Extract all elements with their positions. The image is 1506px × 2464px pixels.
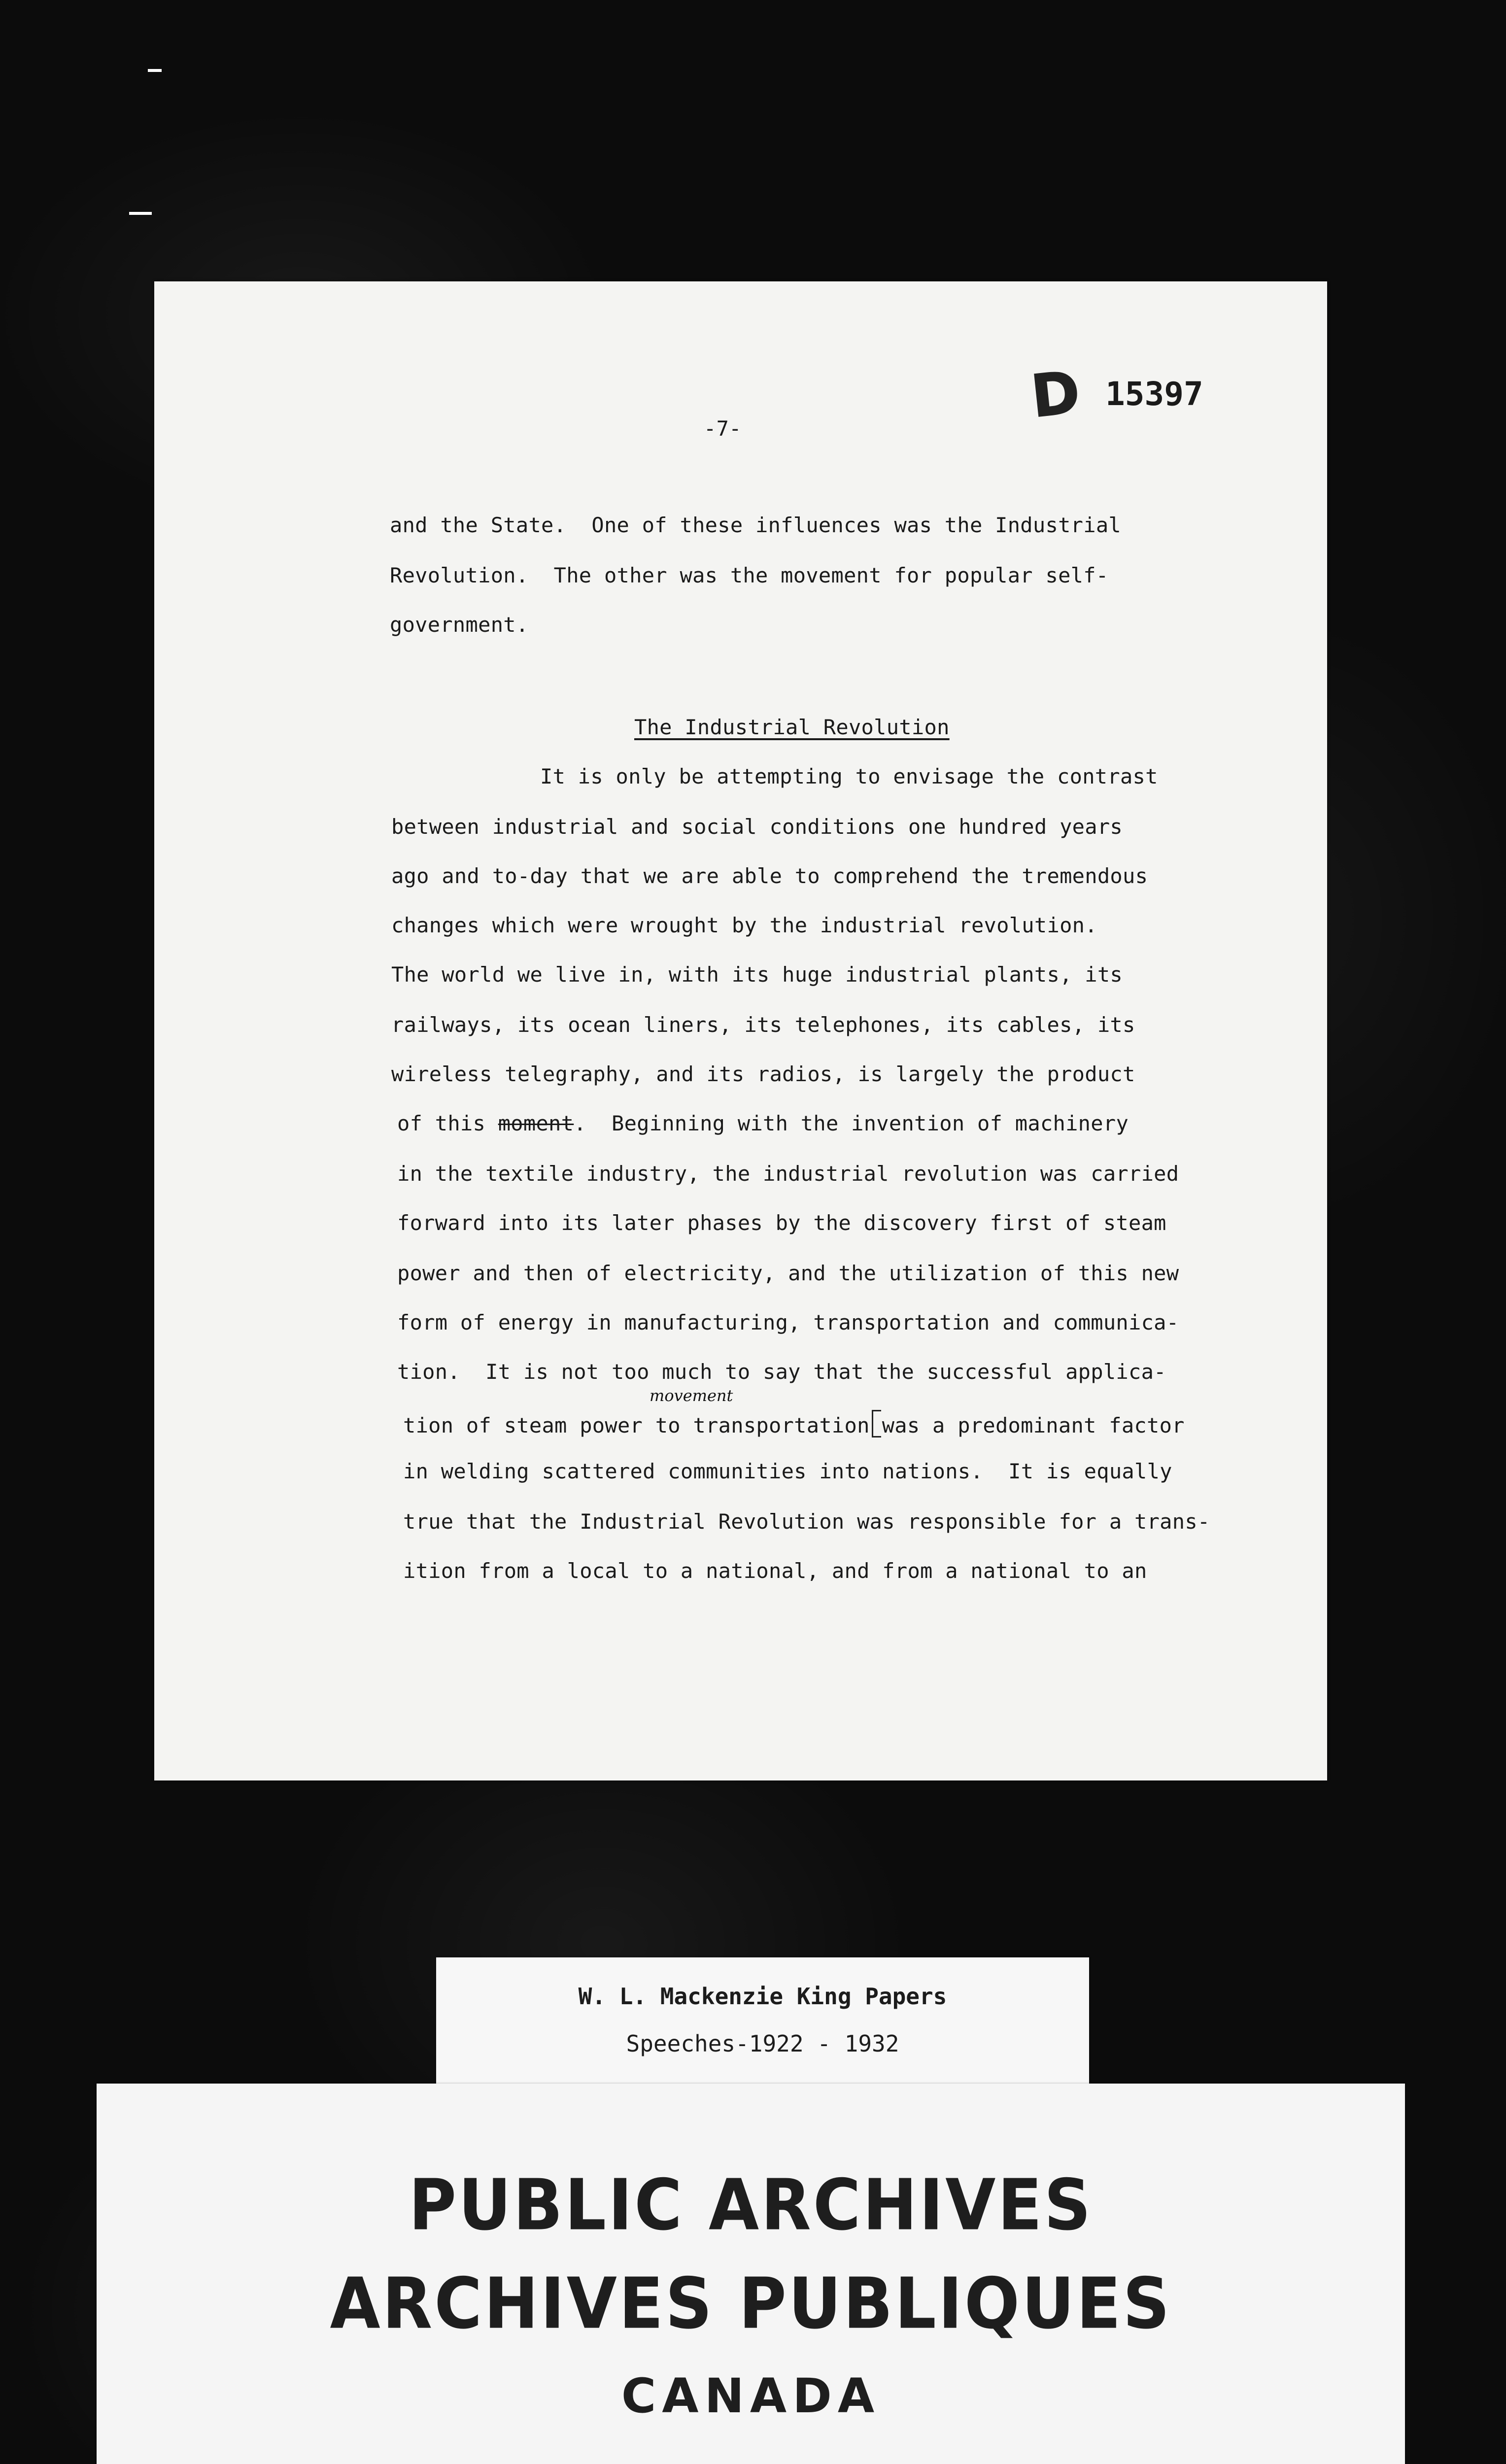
page-number: -7- [704, 416, 742, 441]
intro-line: government. [390, 613, 529, 637]
archives-name-english: PUBLIC ARCHIVES [409, 2164, 1093, 2247]
body-line: ago and to-day that we are able to comprehend the tremendous [391, 864, 1148, 888]
section-heading: The Industrial Revolution [634, 715, 950, 739]
body-line: tion. It is not too much to say that the successful applica- [397, 1360, 1166, 1384]
insertion-bracket-mark [872, 1410, 881, 1437]
document-id-number: 15397 [1105, 375, 1203, 413]
intro-line: Revolution. The other was the movement for popular self- [390, 563, 1109, 587]
body-line: between industrial and social conditions one hundred years [391, 815, 1123, 839]
struck-word: moment [498, 1111, 574, 1135]
intro-line: and the State. One of these influences was the Industrial [390, 513, 1121, 537]
body-line: form of energy in manufacturing, transportation and communica- [397, 1310, 1179, 1335]
document-page [154, 281, 1327, 1780]
body-line: in welding scattered communities into nations. It is equally [403, 1459, 1172, 1483]
body-line: changes which were wrought by the industrial revolution. [391, 913, 1097, 937]
collection-label [436, 1957, 1089, 2089]
body-line: railways, its ocean liners, its telephones, its cables, its [391, 1013, 1135, 1037]
body-line: wireless telegraphy, and its radios, is largely the product [391, 1062, 1135, 1086]
collection-title: W. L. Mackenzie King Papers [578, 1983, 947, 2010]
film-edge-mark [129, 212, 152, 215]
archives-name-french: ARCHIVES PUBLIQUES [330, 2262, 1172, 2345]
archives-country: CANADA [621, 2368, 881, 2424]
collection-series: Speeches-1922 - 1932 [626, 2030, 899, 2057]
body-line-insertion: tion of steam power to transportation was a predominant factor [403, 1410, 1185, 1437]
archives-label [97, 2084, 1405, 2464]
body-line: ition from a local to a national, and from a national to an [403, 1559, 1147, 1583]
handwritten-correction: movement [650, 1386, 733, 1405]
body-line: It is only be attempting to envisage the contrast [540, 764, 1158, 788]
body-line: The world we live in, with its huge industrial plants, its [391, 962, 1123, 987]
body-line: power and then of electricity, and the utilization of this new [397, 1261, 1179, 1285]
film-edge-mark [148, 69, 162, 72]
document-id-letter: D [1028, 358, 1083, 431]
body-line: true that the Industrial Revolution was responsible for a trans- [403, 1509, 1210, 1534]
body-line: forward into its later phases by the discovery first of steam [397, 1211, 1166, 1235]
body-line: in the textile industry, the industrial revolution was carried [397, 1162, 1179, 1186]
body-line-correction: of this moment. Beginning with the invention of machinery [397, 1111, 1129, 1135]
